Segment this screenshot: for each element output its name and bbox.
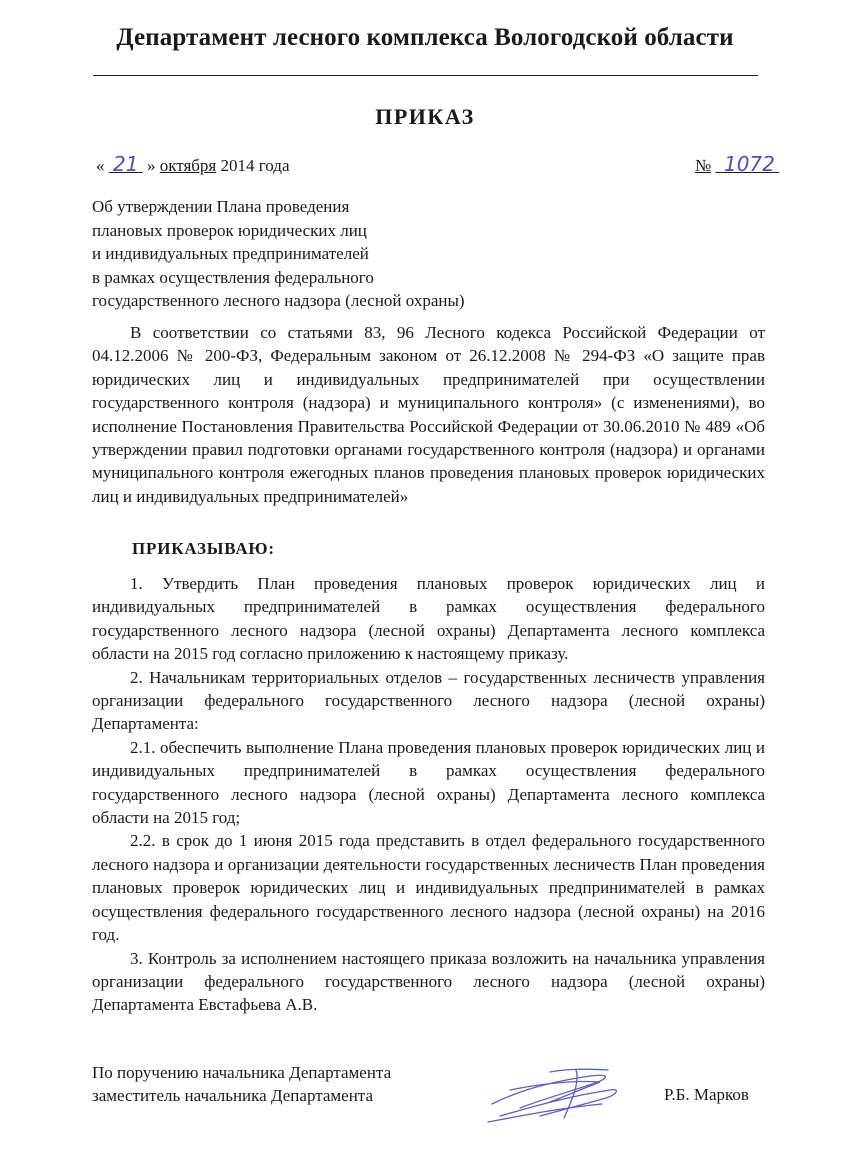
signatory-line-1: По поручению начальника Департамента: [92, 1063, 392, 1082]
order-word: ПРИКАЗЫВАЮ:: [132, 539, 275, 558]
order-item-2-2: 2.2. в срок до 1 июня 2015 года представить в отдел федерального государственного лесного надзора и организации деятельности государственных лесничеств План проведения плановых проверок юридических лиц и индивидуальных предпринимателей в рамках осуществления федерального государственного лесного надзора (лесной охраны) на 2016 год.: [92, 831, 765, 945]
order-subject: [92, 195, 465, 313]
order-item-2: 2. Начальникам территориальных отделов – государственных лесничеств управления организации федерального государственного лесного надзора (лесной охраны) Департамента:: [92, 667, 765, 734]
number-field: [715, 152, 779, 176]
organization-header: Департамент лесного комплекса Вологодской области: [116, 24, 734, 51]
subject-line: и индивидуальных предпринимателей: [92, 244, 369, 263]
order-item-2-1: 2.1. обеспечить выполнение Плана проведения плановых проверок юридических лиц и индивидуальных предпринимателей в рамках осуществления федерального государственного лесного надзора (лесной охраны) Департамента лесного комплекса области на 2015 год;: [92, 737, 765, 828]
date-open-quote: «: [96, 156, 105, 175]
order-date: [96, 152, 290, 176]
header-divider: [93, 75, 758, 76]
subject-line: Об утверждении Плана проведения: [92, 197, 350, 216]
order-number: [695, 152, 779, 176]
signatory-position: [92, 1061, 391, 1107]
signatory-line-2: заместитель начальника Департамента: [92, 1086, 373, 1105]
date-day-handwritten: 21: [113, 152, 139, 176]
date-year: 2014 года: [220, 156, 290, 175]
order-items: [92, 572, 765, 1017]
order-item-3: 3. Контроль за исполнением настоящего приказа возложить на начальника управления организации федерального государственного лесного надзора (лесной охраны) Департамента Евстафьева А.В.: [92, 948, 765, 1015]
number-label: №: [695, 156, 712, 175]
preamble-paragraph: В соответствии со статьями 83, 96 Лесного кодекса Российской Федерации от 04.12.2006 № 200-ФЗ, Федеральным законом от 26.12.2008 № 294-ФЗ «О защите прав юридических лиц и индивидуальных предпринимателей при осуществлении государственного контроля (надзора) и муниципального контроля» (с изменениями), во исполнение Постановления Правительства Российской Федерации от 30.06.2010 № 489 «Об утверждении правил подготовки органами государственного контроля (надзора) и органами муниципального контроля ежегодных планов проведения плановых проверок юридических лиц и индивидуальных предпринимателей»: [92, 323, 765, 506]
date-close-quote: »: [146, 156, 156, 175]
number-handwritten: 1072: [723, 152, 775, 176]
subject-line: плановых проверок юридических лиц: [92, 220, 367, 240]
subject-line: в рамках осуществления федерального: [92, 267, 374, 287]
order-item-1: 1. Утвердить План проведения плановых проверок юридических лиц и индивидуальных предпринимателей в рамках осуществления федерального государственного лесного надзора (лесной охраны) Департамента лесного комплекса области на 2015 год согласно приложению к настоящему приказу.: [92, 574, 765, 664]
preamble-block: [92, 321, 765, 508]
signatory-name: Р.Б. Марков: [664, 1085, 749, 1104]
subject-line: государственного лесного надзора (лесной охраны): [92, 291, 465, 310]
document-title: ПРИКАЗ: [375, 104, 475, 129]
handwritten-signature: [480, 1060, 640, 1130]
date-month: октября: [159, 156, 217, 175]
date-day-field: [109, 152, 143, 176]
